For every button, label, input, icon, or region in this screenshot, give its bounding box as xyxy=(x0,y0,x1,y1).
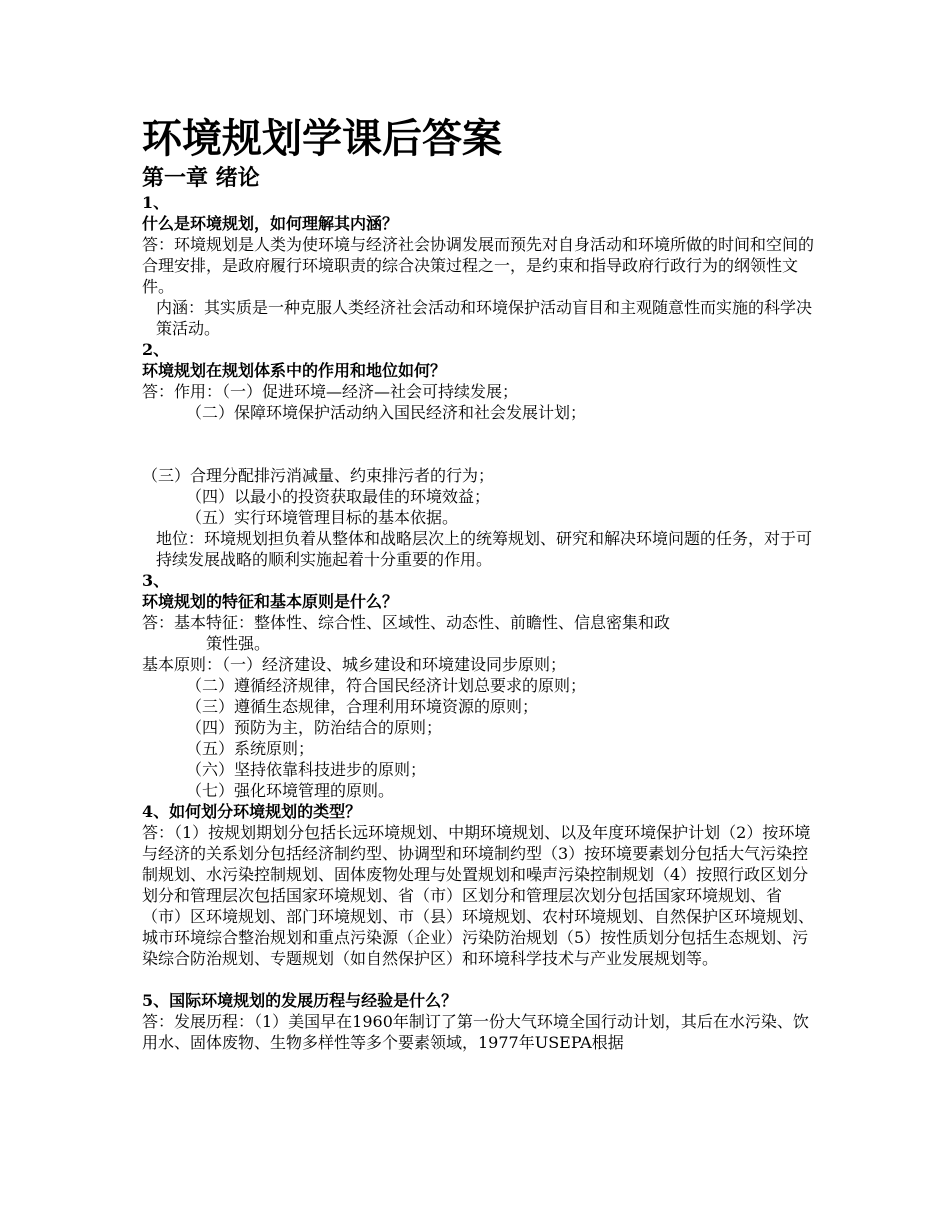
question-3-text: 环境规划的特征和基本原则是什么？ xyxy=(142,592,399,611)
question-3-principle: （六）坚持依靠科技进步的原则； xyxy=(186,760,427,779)
question-3-number: 3、 xyxy=(142,571,170,590)
question-2-status: 地位：环境规划担负着从整体和战略层次上的统筹规划、研究和解决环境问题的任务，对于可持续发展战略的顺利实施起着十分重要的作用。 xyxy=(156,529,813,569)
question-5-answer: 答：发展历程：（1）美国早在1960年制订了第一份大气环境全国行动计划，其后在水污染、饮用水、固体废物、生物多样性等多个要素领域，1977年USEPA根据 xyxy=(142,1012,809,1052)
question-4-text: 4、如何划分环境规划的类型？ xyxy=(142,802,362,821)
question-5-text: 5、国际环境规划的发展历程与经验是什么？ xyxy=(142,991,458,1010)
question-3-principle: （二）遵循经济规律，符合国民经济计划总要求的原则； xyxy=(186,676,587,695)
question-2-number: 2、 xyxy=(142,340,170,359)
question-2-item-4: （四）以最小的投资获取最佳的环境效益； xyxy=(186,487,491,506)
question-2-text: 环境规划在规划体系中的作用和地位如何？ xyxy=(142,361,447,380)
blank-space xyxy=(142,423,814,465)
document-title: 环境规划学课后答案 xyxy=(142,115,502,162)
question-3-principle: （五）系统原则； xyxy=(186,739,315,758)
chapter-heading: 第一章 绪论 xyxy=(142,165,260,191)
document-page xyxy=(142,114,814,1053)
question-2-item-3: （三）合理分配排污消减量、约束排污者的行为； xyxy=(142,466,495,485)
question-1-connotation: 内涵：其实质是一种克服人类经济社会活动和环境保护活动盲目和主观随意性而实施的科学决策活动。 xyxy=(156,298,813,338)
question-2-item-5: （五）实行环境管理目标的基本依据。 xyxy=(186,508,459,527)
question-3-principles-intro: 基本原则：（一）经济建设、城乡建设和环境建设同步原则； xyxy=(142,655,567,674)
question-3-features-line-2: 策性强。 xyxy=(206,634,271,653)
question-1-number: 1、 xyxy=(142,193,170,212)
question-3-features-line-1: 答：基本特征：整体性、综合性、区域性、动态性、前瞻性、信息密集和政 xyxy=(142,613,671,632)
question-3-principle: （三）遵循生态规律，合理利用环境资源的原则； xyxy=(186,697,539,716)
question-3-principle: （四）预防为主，防治结合的原则； xyxy=(186,718,443,737)
question-4-answer: 答：（1）按规划期划分包括长远环境规划、中期环境规划、以及年度环境保护计划（2）按环境与经济的关系划分包括经济制约型、协调型和环境制约型（3）按环境要素划分包括大气污染控制规划、水污染控制规划、固体废物处理与处置规划和噪声污染控制规划（4）按照行政区划分划分和管理层次包括国家环境规划、省（市）区划分和管理层次划分包括国家环境规划、省（市）区环境规划、部门环境规划、市（县）环境规划、农村环境规划、自然保护区环境规划、城市环境综合整治规划和重点污染源（企业）污染防治规划（5）按性质划分包括生态规划、污染综合防治规划、专题规划（如自然保护区）和环境科学技术与产业发展规划等。 xyxy=(142,823,815,968)
question-3-principle: （七）强化环境管理的原则。 xyxy=(186,781,395,800)
question-1-answer: 答：环境规划是人类为使环境与经济社会协调发展而预先对自身活动和环境所做的时间和空间的合理安排，是政府履行环境职责的综合决策过程之一，是约束和指导政府行政行为的纲领性文件。 xyxy=(142,235,815,296)
question-2-answer-intro: 答：作用：（一）促进环境—经济—社会可持续发展； xyxy=(142,382,519,401)
question-1-text: 什么是环境规划，如何理解其内涵？ xyxy=(142,214,399,233)
question-2-item-2: （二）保障环境保护活动纳入国民经济和社会发展计划； xyxy=(186,403,587,422)
blank-space xyxy=(142,969,814,990)
